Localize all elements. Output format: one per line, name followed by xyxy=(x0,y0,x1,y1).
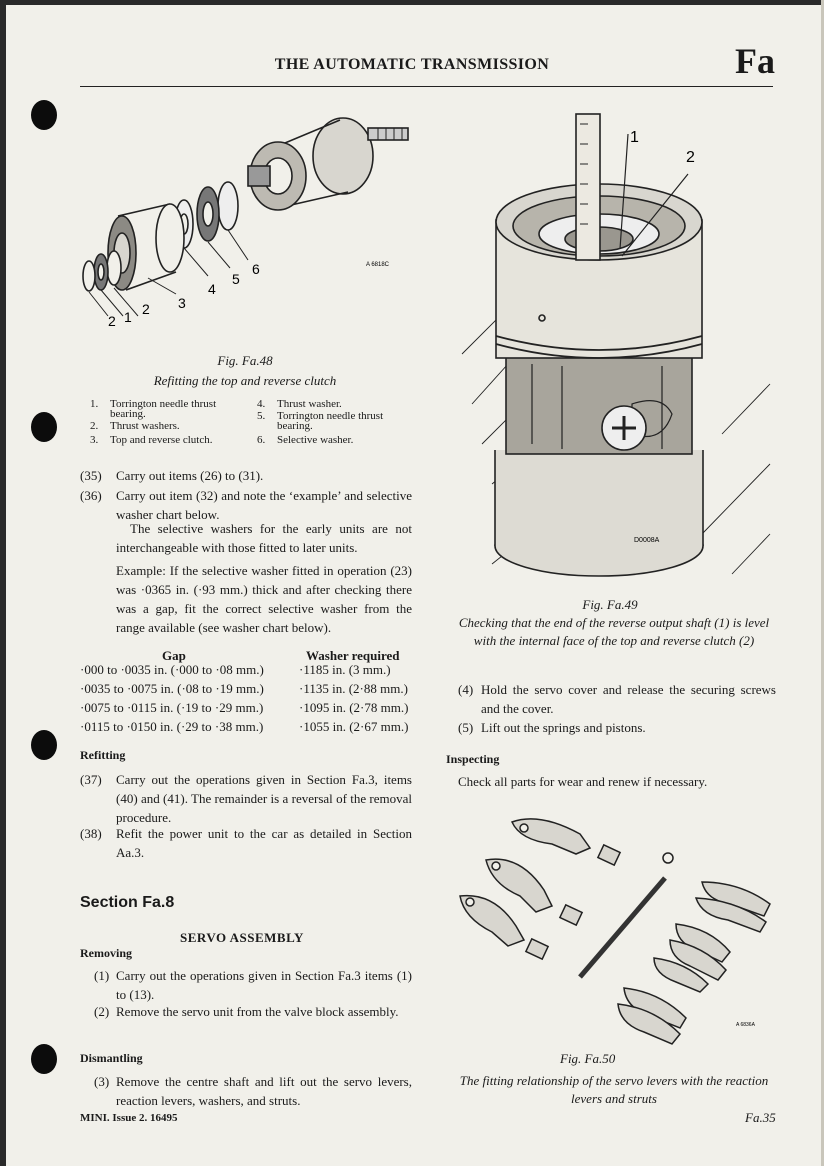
paragraph: Check all parts for wear and renew if necessary. xyxy=(458,774,708,789)
table-header: Gap xyxy=(162,648,186,663)
page-number: Fa.35 xyxy=(745,1110,776,1125)
binder-hole xyxy=(31,100,57,130)
figure-ref-code: D0008A xyxy=(634,537,660,544)
figure-ref-code: A 6836A xyxy=(736,1022,755,1028)
figure-number: Fig. Fa.50 xyxy=(560,1051,616,1066)
figure-callout: 4 xyxy=(208,281,216,297)
section-subtitle: SERVO ASSEMBLY xyxy=(180,930,304,945)
scan-edge-left xyxy=(0,0,6,1166)
table-header: Washer required xyxy=(306,648,400,663)
figure-caption: The fitting relationship of the servo levers with the reaction levers and struts xyxy=(459,1073,769,1106)
page-title: THE AUTOMATIC TRANSMISSION xyxy=(274,56,550,73)
section-title: Section Fa.8 xyxy=(80,894,175,911)
heading-inspecting: Inspecting xyxy=(446,752,500,766)
figure-ref-code: A 6818C xyxy=(366,262,390,268)
footer-issue: MINI. Issue 2. 16495 xyxy=(80,1112,178,1124)
scan-edge-top xyxy=(0,0,824,5)
binder-hole xyxy=(31,730,57,760)
figure-callout: 2 xyxy=(108,313,116,329)
figure-callout: 6 xyxy=(252,261,260,277)
figure-title: Refitting the top and reverse clutch xyxy=(153,373,337,388)
figure-number: Fig. Fa.48 xyxy=(217,353,273,368)
figure-callout: 5 xyxy=(232,271,240,287)
washer-table: Gap Washer required ·000 to ·0035 in. (·000 to ·08 mm.) ·1185 in. (3 mm.) ·0035 to ·0075 in. (·08 to ·19 mm.) ·1135 in. (2·88 mm.) ·0075 to ·0115 in. (·19 to ·29 mm.) ·1095 in. (2·78 mm.) ·0115 to ·0150 in. (·29 to ·38 mm.) ·1055 in. (2·67 mm.) xyxy=(80,648,409,734)
figure-callout: 1 xyxy=(124,309,132,325)
section-code: Fa xyxy=(735,41,775,81)
heading-removing: Removing xyxy=(80,946,132,960)
figure-callout: 3 xyxy=(178,295,186,311)
heading-dismantling: Dismantling xyxy=(80,1051,143,1065)
figure-callout: 2 xyxy=(686,149,695,166)
binder-hole xyxy=(31,1044,57,1074)
header-rule xyxy=(80,86,773,87)
example-paragraph: Example: If the selective washer fitted in operation (23) was ·0365 in. (·93 mm.) thick and after checking there was a gap, fit the correct selective washer from the range available (see washer chart below). xyxy=(116,563,412,635)
paragraph: The selective washers for the early units are not interchangeable with those fitted to later units. xyxy=(116,521,412,555)
figure-caption: Checking that the end of the reverse output shaft (1) is level with the internal face of the top and reverse clutch (2) xyxy=(458,615,770,648)
figure-fa50-illustration xyxy=(440,812,780,1048)
heading-refitting: Refitting xyxy=(80,748,126,762)
binder-hole xyxy=(31,412,57,442)
figure-fa48-illustration xyxy=(78,108,418,340)
figure-fa49-illustration xyxy=(452,104,774,594)
figure-number: Fig. Fa.49 xyxy=(582,597,638,612)
figure-callout: 1 xyxy=(630,129,639,146)
figure-legend: 1. Torrington needle thrust bearing. 2. Thrust washers. 3. Top and reverse clutch. 4. Thrust washer. 5. Torrington needle thrust bearing. 6. Selective washer. xyxy=(90,398,384,446)
figure-callout: 2 xyxy=(142,301,150,317)
